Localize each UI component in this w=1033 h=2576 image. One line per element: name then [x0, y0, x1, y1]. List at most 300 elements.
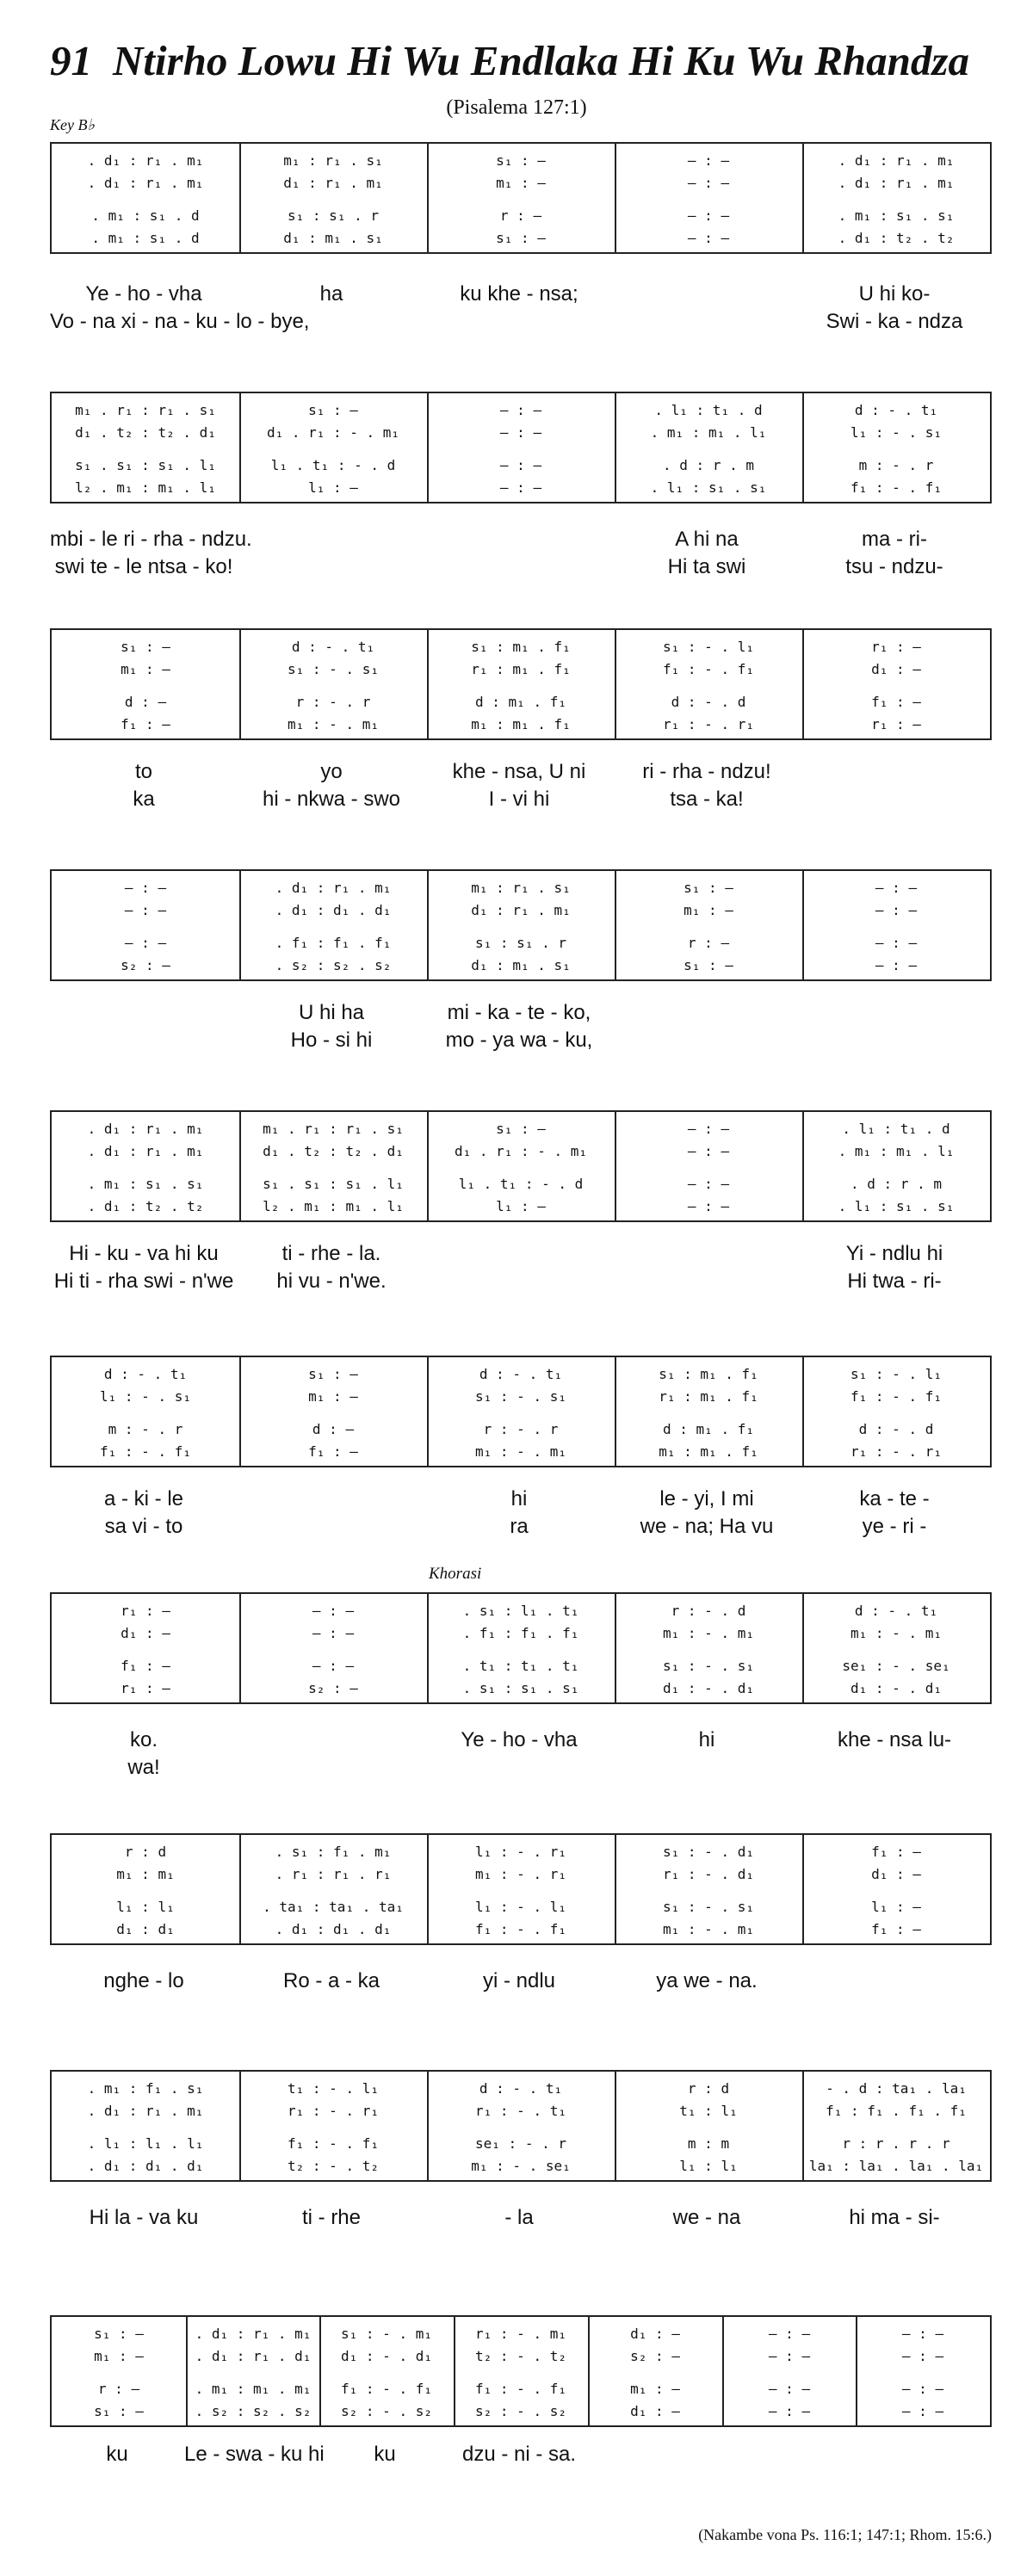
note-cell: — : — — [687, 207, 730, 224]
note-cell: r : r . r . r — [842, 2135, 950, 2152]
lyric-syllables — [586, 2468, 721, 2497]
lyrics-block — [50, 1967, 992, 2027]
note-cell: d₁ . r₁ : - . m₁ — [266, 424, 400, 441]
note-cell: s₂ : — — [630, 2348, 680, 2364]
voice-row — [52, 690, 990, 714]
note-cell: m₁ : — — [496, 175, 546, 191]
voice-row — [52, 171, 990, 195]
note-cell: s₂ : — — [121, 957, 170, 973]
note-cell: m₁ : r₁ . s₁ — [283, 152, 383, 169]
lyric-syllables: ya we - na. — [656, 1969, 758, 1992]
voice-row — [52, 1385, 990, 1409]
lyric-line — [50, 307, 992, 337]
voice-row — [52, 476, 990, 500]
note-cell: s₁ : — — [496, 1121, 546, 1137]
note-cell: s₁ : — — [94, 2326, 144, 2342]
lyric-syllables — [318, 2468, 452, 2497]
note-cell: s₁ : - . m₁ — [341, 2326, 432, 2342]
note-cell: . d₁ : r₁ . m₁ — [87, 1121, 204, 1137]
key-signature: Key B♭ — [50, 116, 95, 133]
note-cell: — : — — [124, 935, 167, 951]
note-cell: se₁ : - . se₁ — [842, 1658, 950, 1674]
note-cell: s₁ : s₁ . r — [288, 207, 379, 224]
note-cell: t₂ : - . t₂ — [475, 2348, 566, 2364]
music-system — [50, 1592, 992, 1704]
lyric-syllables: Hi twa - ri- — [847, 1269, 942, 1293]
note-cell: d₁ : — — [871, 661, 921, 677]
note-cell: . l₁ : s₁ . s₁ — [650, 479, 767, 496]
voice-row — [52, 713, 990, 737]
voice-row — [52, 1362, 990, 1387]
note-cell: m₁ : m₁ . f₁ — [471, 716, 571, 732]
note-cell: r : — — [97, 2381, 140, 2397]
music-system — [50, 142, 992, 254]
lyric-syllables: le - yi, I mi — [659, 1487, 754, 1510]
note-cell: d₁ : — — [630, 2403, 680, 2419]
lyric-line — [50, 1967, 992, 1996]
lyric-syllables: Hi ta swi — [667, 555, 746, 578]
lyric-syllables — [425, 2231, 613, 2260]
lyric-syllables — [50, 1026, 238, 1055]
note-cell: r₁ : - . r₁ — [851, 1443, 942, 1460]
note-cell: - . d : ta₁ . la₁ — [826, 2080, 967, 2097]
lyric-syllables: to — [134, 760, 152, 783]
note-cell: d₁ : - . d₁ — [663, 1680, 754, 1696]
note-cell: l₂ . m₁ : m₁ . l₁ — [75, 479, 216, 496]
note-cell: s₁ : — — [496, 230, 546, 246]
voice-row — [52, 1654, 990, 1678]
voice-row — [52, 226, 990, 250]
hymn-number: 91 — [50, 37, 92, 84]
music-system — [50, 1110, 992, 1222]
note-cell: t₁ : - . l₁ — [288, 2080, 379, 2097]
note-cell: f₁ : - . f₁ — [851, 1388, 942, 1405]
lyric-syllables: hi - nkwa - swo — [262, 788, 401, 811]
lyric-line — [50, 1267, 992, 1296]
note-cell: d : - . t₁ — [479, 2080, 563, 2097]
note-cell: m₁ : - . m₁ — [288, 716, 379, 732]
note-cell: . m₁ : m₁ . m₁ — [195, 2381, 312, 2397]
note-cell: — : — — [768, 2348, 811, 2364]
lyric-syllables — [238, 525, 425, 554]
lyric-syllables: Ro - a - ka — [282, 1969, 380, 1992]
note-cell: — : — — [687, 1176, 730, 1192]
lyric-syllables — [721, 2468, 855, 2497]
voice-row — [52, 204, 990, 228]
music-system — [50, 2315, 992, 2427]
lyric-syllables: A hi na — [675, 528, 739, 551]
voice-row — [52, 635, 990, 659]
note-cell: s₁ : - . s₁ — [663, 1899, 754, 1915]
note-cell: . m₁ : s₁ . d — [91, 207, 200, 224]
note-cell: d : - . t₁ — [854, 402, 938, 418]
note-cell: s₁ : — — [94, 2403, 144, 2419]
voice-row — [52, 1622, 990, 1646]
note-cell: — : — — [687, 1143, 730, 1159]
note-cell: — : — — [499, 479, 542, 496]
voice-row — [52, 2077, 990, 2101]
voice-row — [52, 1840, 990, 1864]
note-cell: l₁ : - . r₁ — [475, 1844, 566, 1860]
note-cell: — : — — [768, 2326, 811, 2342]
note-cell: d : - . t₁ — [479, 1366, 563, 1382]
lyric-syllables — [238, 307, 425, 337]
lyric-line — [50, 1026, 992, 1055]
note-cell: r₁ : - . r₁ — [663, 716, 754, 732]
lyric-syllables: mo - ya wa - ku, — [445, 1029, 593, 1052]
voice-row — [52, 2099, 990, 2123]
note-cell: . d₁ : d₁ . d₁ — [275, 1921, 392, 1937]
lyric-syllables — [238, 1726, 425, 1755]
note-cell: r : - . d — [671, 1603, 746, 1619]
note-cell: . r₁ : r₁ . r₁ — [275, 1866, 392, 1882]
note-cell: . s₂ : s₂ . s₂ — [195, 2403, 312, 2419]
scripture-reference: (Pisalema 127:1) — [446, 96, 587, 119]
note-cell: . d₁ : d₁ . d₁ — [87, 2158, 204, 2174]
lyric-syllables — [613, 1753, 801, 1782]
note-cell: t₂ : - . t₂ — [288, 2158, 379, 2174]
lyric-line — [50, 1239, 992, 1269]
voice-row — [52, 454, 990, 478]
note-cell: d : - . d — [671, 694, 746, 710]
note-cell: — : — — [499, 424, 542, 441]
hymn-title-line — [50, 36, 1014, 96]
note-cell: . d₁ : r₁ . m₁ — [87, 152, 204, 169]
note-cell: r : - . r — [295, 694, 371, 710]
lyric-syllables — [586, 2440, 721, 2469]
lyric-syllables — [238, 1994, 425, 2023]
lyric-syllables: mi - ka - te - ko, — [447, 1001, 591, 1024]
note-cell: r₁ : - . d₁ — [663, 1866, 754, 1882]
voice-row — [52, 2344, 990, 2369]
voice-row — [52, 1440, 990, 1464]
note-cell: l₁ : - . l₁ — [475, 1899, 566, 1915]
lyric-syllables: hi vu - n'we. — [276, 1269, 387, 1293]
lyric-syllables: Hi la - va ku — [89, 2206, 199, 2229]
note-cell: m₁ : — — [630, 2381, 680, 2397]
note-cell: . m₁ : f₁ . s₁ — [87, 2080, 204, 2097]
note-cell: m₁ : - . m₁ — [663, 1921, 754, 1937]
note-cell: . l₁ : t₁ . d — [654, 402, 763, 418]
lyric-syllables — [801, 2231, 988, 2260]
note-cell: — : — — [687, 1121, 730, 1137]
note-cell: . m₁ : m₁ . l₁ — [650, 424, 767, 441]
voice-row — [52, 2400, 990, 2424]
lyric-line — [50, 2203, 992, 2233]
voice-row — [52, 1677, 990, 1701]
note-cell: s₁ : - . l₁ — [663, 639, 754, 655]
music-system — [50, 1356, 992, 1467]
note-cell: f₁ : - . f₁ — [100, 1443, 191, 1460]
lyric-syllables: U hi ko- — [858, 282, 931, 306]
note-cell: l₁ : — — [871, 1899, 921, 1915]
note-cell: d₁ . t₂ : t₂ . d₁ — [263, 1143, 404, 1159]
note-cell: d : m₁ . f₁ — [475, 694, 566, 710]
note-cell: s₁ : — — [684, 880, 733, 896]
note-cell: s₁ . s₁ : s₁ . l₁ — [263, 1176, 404, 1192]
note-cell: m₁ . r₁ : r₁ . s₁ — [263, 1121, 404, 1137]
note-cell: l₁ : l₁ — [116, 1899, 175, 1915]
note-cell: m : - . r — [858, 457, 934, 473]
note-cell: d : — — [312, 1421, 355, 1437]
lyric-line — [50, 1485, 992, 1514]
note-cell: m₁ : — — [94, 2348, 144, 2364]
lyric-syllables: ka - te - — [859, 1487, 930, 1510]
lyric-syllables: ma - ri- — [862, 528, 927, 551]
note-cell: — : — — [687, 175, 730, 191]
voice-row — [52, 149, 990, 173]
voice-row — [52, 876, 990, 900]
note-cell: . l₁ : s₁ . s₁ — [838, 1198, 955, 1214]
footnote: (Nakambe vona Ps. 116:1; 147:1; Rhom. 15:6.) — [698, 2526, 992, 2543]
note-cell: . d₁ : r₁ . m₁ — [838, 152, 955, 169]
note-cell: m₁ : m₁ — [116, 1866, 175, 1882]
note-cell: — : — — [312, 1625, 355, 1641]
hymn-title: Ntirho Lowu Hi Wu Endlaka Hi Ku Wu Rhandza — [113, 37, 969, 84]
lyric-syllables — [238, 1485, 425, 1514]
note-cell: m₁ : m₁ . f₁ — [659, 1443, 758, 1460]
lyric-syllables: yo — [320, 760, 343, 783]
voice-row — [52, 658, 990, 682]
voice-row — [52, 1863, 990, 1887]
lyric-syllables: tsu - ndzu- — [845, 555, 943, 578]
note-cell: s₂ : - . s₂ — [475, 2403, 566, 2419]
note-cell: . f₁ : f₁ . f₁ — [275, 935, 392, 951]
note-cell: s₁ : — — [496, 152, 546, 169]
lyric-syllables — [613, 1267, 801, 1296]
note-cell: . m₁ : m₁ . l₁ — [838, 1143, 955, 1159]
note-cell: s₂ : - . s₂ — [341, 2403, 432, 2419]
lyric-syllables: dzu - ni - sa. — [461, 2443, 577, 2466]
lyric-syllables: I - vi hi — [488, 788, 550, 811]
lyric-line — [50, 525, 992, 554]
lyric-syllables — [425, 307, 613, 337]
lyric-syllables — [801, 1967, 988, 1996]
lyric-syllables: we - na — [672, 2206, 741, 2229]
lyrics-block — [50, 1239, 992, 1300]
note-cell: se₁ : - . r — [475, 2135, 566, 2152]
note-cell: f₁ : — — [308, 1443, 358, 1460]
lyric-syllables: Ye - ho - vha — [85, 282, 202, 306]
note-cell: m₁ : - . m₁ — [663, 1625, 754, 1641]
voice-row — [52, 1140, 990, 1164]
lyric-line — [50, 998, 992, 1028]
voice-row — [52, 2132, 990, 2156]
lyrics-block — [50, 1485, 992, 1545]
lyric-syllables: ha — [319, 282, 343, 306]
lyric-syllables — [452, 2468, 586, 2497]
voice-row — [52, 2322, 990, 2346]
note-cell: d₁ : d₁ — [116, 1921, 175, 1937]
note-cell: . d₁ : r₁ . m₁ — [87, 2103, 204, 2119]
lyric-syllables: ko. — [129, 1728, 158, 1751]
note-cell: — : — — [312, 1658, 355, 1674]
note-cell: . s₁ : s₁ . s₁ — [462, 1680, 579, 1696]
note-cell: l₁ . t₁ : - . d — [270, 457, 396, 473]
lyric-syllables — [50, 1994, 238, 2023]
music-system — [50, 628, 992, 740]
note-cell: . s₁ : l₁ . t₁ — [462, 1603, 579, 1619]
lyric-syllables: ti - rhe — [301, 2206, 361, 2229]
note-cell: r : — — [499, 207, 542, 224]
note-cell: f₁ : — — [871, 694, 921, 710]
lyrics-block — [50, 2203, 992, 2264]
music-system — [50, 869, 992, 981]
note-cell: m₁ : - . m₁ — [475, 1443, 566, 1460]
note-cell: l₁ . t₁ : - . d — [458, 1176, 584, 1192]
voice-row — [52, 1172, 990, 1196]
lyric-syllables: wa! — [127, 1756, 160, 1779]
note-cell: t₁ : l₁ — [679, 2103, 738, 2119]
lyric-syllables: ku khe - nsa; — [460, 282, 578, 306]
lyrics-block — [50, 280, 992, 340]
note-cell: r : d — [687, 2080, 730, 2097]
note-cell: . d₁ : d₁ . d₁ — [275, 902, 392, 918]
note-cell: s₁ : - . s₁ — [288, 661, 379, 677]
note-cell: — : — — [499, 457, 542, 473]
lyric-syllables — [425, 525, 613, 554]
note-cell: — : — — [901, 2403, 944, 2419]
note-cell: l₁ : - . s₁ — [100, 1388, 191, 1405]
lyric-syllables: ri - rha - ndzu! — [642, 760, 771, 783]
note-cell: l₁ : - . s₁ — [851, 424, 942, 441]
note-cell: . f₁ : f₁ . f₁ — [462, 1625, 579, 1641]
note-cell: f₁ : f₁ . f₁ . f₁ — [826, 2103, 967, 2119]
note-cell: r₁ : — — [121, 1680, 170, 1696]
note-cell: — : — — [124, 880, 167, 896]
note-cell: — : — — [875, 902, 918, 918]
note-cell: s₁ : - . s₁ — [663, 1658, 754, 1674]
voice-row — [52, 2377, 990, 2401]
lyric-syllables: U hi ha — [298, 1001, 365, 1024]
note-cell: d : m₁ . f₁ — [663, 1421, 754, 1437]
lyric-syllables: Yi - ndlu hi — [845, 1242, 943, 1265]
note-cell: d₁ : - . d₁ — [341, 2348, 432, 2364]
lyric-syllables: nghe - lo — [103, 1969, 184, 1992]
lyric-syllables — [613, 307, 801, 337]
lyric-syllables — [801, 757, 988, 787]
note-cell: . t₁ : t₁ . t₁ — [462, 1658, 579, 1674]
voice-row — [52, 1918, 990, 1942]
note-cell: l₂ . m₁ : m₁ . l₁ — [263, 1198, 404, 1214]
note-cell: . d : r . m — [663, 457, 754, 473]
note-cell: . s₁ : f₁ . m₁ — [275, 1844, 392, 1860]
note-cell: f₁ : — — [121, 1658, 170, 1674]
lyric-syllables — [425, 1267, 613, 1296]
music-system — [50, 1833, 992, 1945]
note-cell: d : - . t₁ — [854, 1603, 938, 1619]
note-cell: r₁ : - . m₁ — [475, 2326, 566, 2342]
lyric-line — [50, 785, 992, 814]
note-cell: . d₁ : r₁ . d₁ — [195, 2348, 312, 2364]
voice-row — [52, 931, 990, 955]
note-cell: r : - . r — [483, 1421, 559, 1437]
lyric-syllables — [184, 2468, 319, 2497]
note-cell: m : m — [687, 2135, 730, 2152]
lyric-syllables: Swi - ka - ndza — [826, 310, 963, 333]
lyric-syllables — [801, 1753, 988, 1782]
lyric-syllables: ti - rhe - la. — [281, 1242, 381, 1265]
lyric-syllables — [613, 2231, 801, 2260]
note-cell: — : — — [687, 230, 730, 246]
lyric-syllables: ku — [106, 2443, 128, 2466]
note-cell: r₁ : m₁ . f₁ — [659, 1388, 758, 1405]
lyric-syllables — [613, 1239, 801, 1269]
note-cell: . m₁ : s₁ . s₁ — [838, 207, 955, 224]
lyric-line — [50, 757, 992, 787]
lyric-syllables — [425, 553, 613, 582]
note-cell: m₁ : - . m₁ — [851, 1625, 942, 1641]
lyric-syllables — [613, 998, 801, 1028]
note-cell: s₁ : — — [308, 1366, 358, 1382]
note-cell: d₁ : - . d₁ — [851, 1680, 942, 1696]
note-cell: s₁ : m₁ . f₁ — [471, 639, 571, 655]
voice-row — [52, 1418, 990, 1442]
note-cell: d : - . t₁ — [291, 639, 375, 655]
lyric-syllables: ku — [374, 2443, 396, 2466]
lyric-syllables — [801, 785, 988, 814]
note-cell: m₁ : — — [121, 661, 170, 677]
note-cell: s₁ : - . s₁ — [475, 1388, 566, 1405]
note-cell: — : — — [901, 2326, 944, 2342]
lyric-syllables: ra — [510, 1515, 529, 1538]
note-cell: — : — — [875, 880, 918, 896]
note-cell: d : - . t₁ — [103, 1366, 188, 1382]
note-cell: . s₂ : s₂ . s₂ — [275, 957, 392, 973]
note-cell: f₁ : - . f₁ — [475, 2381, 566, 2397]
note-cell: m₁ : — — [684, 902, 733, 918]
lyric-syllables: khe - nsa, U ni — [452, 760, 586, 783]
note-cell: . d₁ : t₂ . t₂ — [87, 1198, 204, 1214]
lyrics-block — [50, 757, 992, 818]
note-cell: d₁ . t₂ : t₂ . d₁ — [75, 424, 216, 441]
note-cell: r₁ : — — [871, 639, 921, 655]
note-cell: — : — — [901, 2381, 944, 2397]
note-cell: . m₁ : s₁ . s₁ — [87, 1176, 204, 1192]
lyric-syllables — [613, 1994, 801, 2023]
lyrics-block — [50, 998, 992, 1059]
lyric-syllables: hi — [510, 1487, 528, 1510]
note-cell: r₁ : — — [121, 1603, 170, 1619]
note-cell: . d₁ : t₂ . t₂ — [838, 230, 955, 246]
note-cell: . d₁ : r₁ . m₁ — [195, 2326, 312, 2342]
lyric-syllables — [801, 1026, 988, 1055]
note-cell: s₁ : - . l₁ — [851, 1366, 942, 1382]
note-cell: la₁ : la₁ . la₁ . la₁ — [808, 2158, 984, 2174]
note-cell: d : - . d — [858, 1421, 934, 1437]
note-cell: — : — — [499, 402, 542, 418]
lyrics-block — [50, 525, 992, 585]
note-cell: d₁ : m₁ . s₁ — [471, 957, 571, 973]
lyrics-block — [50, 2440, 992, 2500]
lyric-syllables — [801, 1994, 988, 2023]
note-cell: m₁ : — — [308, 1388, 358, 1405]
note-cell: — : — — [768, 2403, 811, 2419]
note-cell: — : — — [312, 1603, 355, 1619]
voice-row — [52, 398, 990, 423]
note-cell: s₁ : — — [308, 402, 358, 418]
music-system — [50, 392, 992, 503]
note-cell: — : — — [124, 902, 167, 918]
note-cell: d₁ : r₁ . m₁ — [471, 902, 571, 918]
chorus-label: Khorasi — [429, 1565, 482, 1583]
lyrics-block — [50, 1726, 992, 1786]
note-cell: s₁ . s₁ : s₁ . l₁ — [75, 457, 216, 473]
note-cell: — : — — [768, 2381, 811, 2397]
note-cell: l₁ : — — [496, 1198, 546, 1214]
lyric-line — [50, 1994, 992, 2023]
voice-row — [52, 954, 990, 978]
